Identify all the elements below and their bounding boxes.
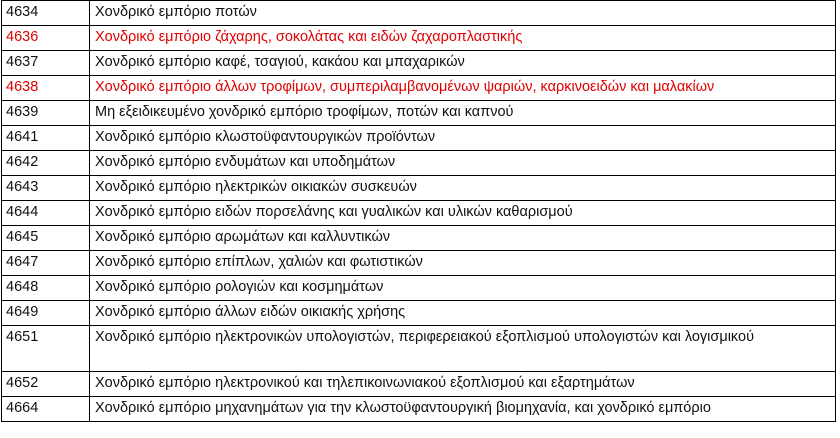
description-cell: Χονδρικό εμπόριο καφέ, τσαγιού, κακάου και μπαχαρικών bbox=[90, 51, 836, 76]
table-row bbox=[2, 51, 836, 76]
table-row bbox=[2, 301, 836, 326]
table-row bbox=[2, 26, 836, 51]
table-body bbox=[2, 1, 836, 422]
table-row bbox=[2, 226, 836, 251]
description-cell: Χονδρικό εμπόριο επίπλων, χαλιών και φωτιστικών bbox=[90, 251, 836, 276]
code-cell: 4638 bbox=[2, 76, 90, 101]
description-cell: Χονδρικό εμπόριο μηχανημάτων για την κλωστοϋφαντουργική βιομηχανία, και χονδρικό εμπόριο bbox=[90, 397, 836, 422]
description-cell: Χονδρικό εμπόριο ρολογιών και κοσμημάτων bbox=[90, 276, 836, 301]
table-row bbox=[2, 326, 836, 372]
code-cell: 4636 bbox=[2, 26, 90, 51]
table-row bbox=[2, 251, 836, 276]
table-row bbox=[2, 126, 836, 151]
code-cell: 4645 bbox=[2, 226, 90, 251]
table-row bbox=[2, 276, 836, 301]
table-row bbox=[2, 176, 836, 201]
code-cell: 4642 bbox=[2, 151, 90, 176]
code-cell: 4637 bbox=[2, 51, 90, 76]
table-row bbox=[2, 1, 836, 26]
code-cell: 4641 bbox=[2, 126, 90, 151]
table-row bbox=[2, 101, 836, 126]
description-cell: Χονδρικό εμπόριο αρωμάτων και καλλυντικών bbox=[90, 226, 836, 251]
description-cell: Χονδρικό εμπόριο ζάχαρης, σοκολάτας και ειδών ζαχαροπλαστικής bbox=[90, 26, 836, 51]
code-cell: 4639 bbox=[2, 101, 90, 126]
table-row bbox=[2, 397, 836, 422]
table-row bbox=[2, 151, 836, 176]
description-cell: Χονδρικό εμπόριο ηλεκτρονικών υπολογιστών, περιφερειακού εξοπλισμού υπολογιστών και λογισμικού bbox=[90, 326, 836, 372]
description-cell: Χονδρικό εμπόριο ενδυμάτων και υποδημάτων bbox=[90, 151, 836, 176]
code-cell: 4643 bbox=[2, 176, 90, 201]
code-cell: 4644 bbox=[2, 201, 90, 226]
code-cell: 4651 bbox=[2, 326, 90, 372]
table-row bbox=[2, 372, 836, 397]
description-cell: Μη εξειδικευμένο χονδρικό εμπόριο τροφίμων, ποτών και καπνού bbox=[90, 101, 836, 126]
description-cell: Χονδρικό εμπόριο ηλεκτρικών οικιακών συσκευών bbox=[90, 176, 836, 201]
description-cell: Χονδρικό εμπόριο ειδών πορσελάνης και γυαλικών και υλικών καθαρισμού bbox=[90, 201, 836, 226]
description-cell: Χονδρικό εμπόριο κλωστοϋφαντουργικών προϊόντων bbox=[90, 126, 836, 151]
activity-codes-table bbox=[1, 0, 836, 422]
code-cell: 4649 bbox=[2, 301, 90, 326]
description-cell: Χονδρικό εμπόριο άλλων τροφίμων, συμπεριλαμβανομένων ψαριών, καρκινοειδών και μαλακίων bbox=[90, 76, 836, 101]
table-row bbox=[2, 76, 836, 101]
description-cell: Χονδρικό εμπόριο ποτών bbox=[90, 1, 836, 26]
code-cell: 4634 bbox=[2, 1, 90, 26]
code-cell: 4648 bbox=[2, 276, 90, 301]
code-cell: 4647 bbox=[2, 251, 90, 276]
code-cell: 4664 bbox=[2, 397, 90, 422]
description-cell: Χονδρικό εμπόριο άλλων ειδών οικιακής χρήσης bbox=[90, 301, 836, 326]
code-cell: 4652 bbox=[2, 372, 90, 397]
table-row bbox=[2, 201, 836, 226]
description-cell: Χονδρικό εμπόριο ηλεκτρονικού και τηλεπικοινωνιακού εξοπλισμού και εξαρτημάτων bbox=[90, 372, 836, 397]
